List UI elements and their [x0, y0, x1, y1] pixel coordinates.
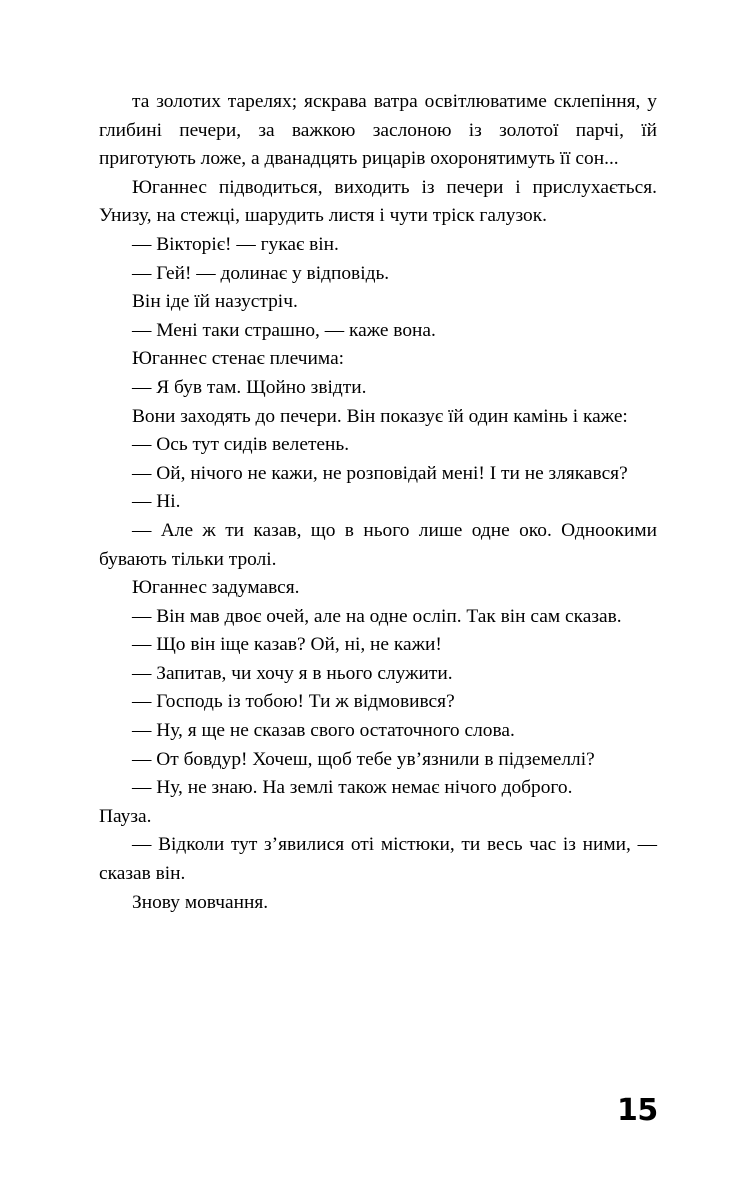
- paragraph: — Що він іще казав? Ой, ні, не кажи!: [132, 634, 442, 656]
- paragraph: — Господь із тобою! Ти ж відмовився?: [132, 691, 455, 713]
- page-text-block: [99, 88, 657, 917]
- paragraph: — Ні.: [132, 491, 181, 513]
- paragraph: — Мені таки страшно, — каже вона.: [132, 319, 436, 341]
- paragraph: Юганнес підводиться, виходить із печери і прислухається. Унизу, на стежці, шарудить листя і чути тріск галузок.: [99, 176, 657, 227]
- page-number: 15: [617, 1093, 658, 1128]
- paragraph: Він іде їй назустріч.: [132, 291, 298, 313]
- paragraph: Юганнес стенає плечима:: [132, 348, 345, 370]
- paragraph: — Ну, я ще не сказав свого остаточного слова.: [132, 720, 515, 742]
- paragraph: Знову мовчання.: [132, 891, 269, 913]
- paragraph: — Ой, нічого не кажи, не розповідай мені! І ти не злякався?: [132, 462, 628, 484]
- paragraph: — Вікторіє! — гукає він.: [132, 233, 339, 255]
- paragraph: та золотих тарелях; яскрава ватра освітлюватиме склепіння, у глибині печери, за важкою заслоною із золотої парчі, їй приготують ложе, а дванадцять рицарів охоронятимуть її сон...: [99, 91, 657, 170]
- paragraph: — Запитав, чи хочу я в нього служити.: [132, 662, 453, 684]
- paragraph: Вони заходять до печери. Він показує їй один камінь і каже:: [132, 405, 628, 427]
- paragraph: — Я був там. Щойно звідти.: [132, 376, 367, 398]
- paragraph: — Ну, не знаю. На землі також немає нічого доброго.: [132, 777, 573, 799]
- paragraph: — От бовдур! Хочеш, щоб тебе ув’язнили в підземеллі?: [132, 748, 595, 770]
- paragraph: — Але ж ти казав, що в нього лише одне око. Одноокими бувають тільки тролі.: [99, 519, 657, 570]
- paragraph: — Ось тут сидів велетень.: [132, 434, 350, 456]
- paragraph: — Гей! — долинає у відповідь.: [132, 262, 390, 284]
- paragraph: Юганнес задумався.: [132, 577, 300, 599]
- paragraph: — Він мав двоє очей, але на одне осліп. Так він сам сказав.: [132, 605, 622, 627]
- paragraph: Пауза.: [99, 805, 152, 827]
- paragraph: — Відколи тут з’явилися оті містюки, ти весь час із ними, — сказав він.: [99, 834, 657, 885]
